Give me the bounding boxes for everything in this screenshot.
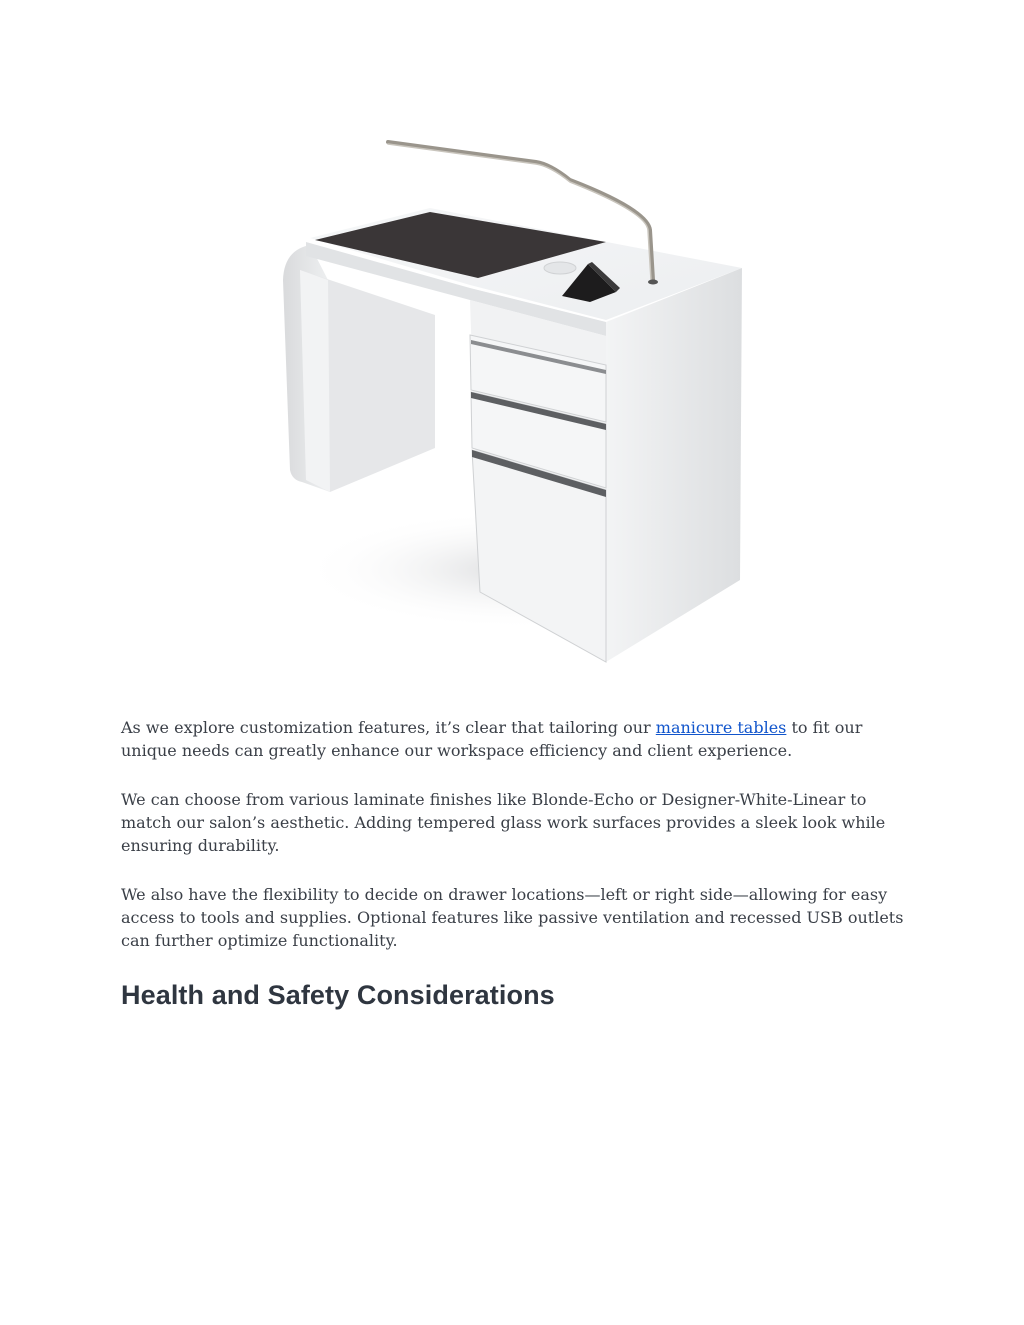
paragraph-drawers: We also have the flexibility to decide on drawer locations—left or right side—allowing for easy access to tools and supplies. Optional features like passive ventilation and recessed USB outlets can further optimize functionality. xyxy=(121,885,904,950)
paragraph-text: to fit our unique needs can greatly enhance our workspace efficiency and client experience. xyxy=(121,718,863,760)
section-heading: Health and Safety Considerations xyxy=(121,980,555,1010)
paragraph-customization xyxy=(121,716,911,762)
paragraph-text: As we explore customization features, it’s clear that tailoring our xyxy=(121,718,656,737)
top-port xyxy=(544,262,576,274)
paragraph-finishes: We can choose from various laminate finishes like Blonde-Echo or Designer-White-Linear to match our salon’s aesthetic. Adding tempered glass work surfaces provides a sleek look while ensuring durability. xyxy=(121,790,886,855)
manicure-tables-link[interactable]: manicure tables xyxy=(655,718,787,737)
manicure-table-image xyxy=(270,130,760,670)
drawer-cabinet-side xyxy=(606,268,742,662)
article-body xyxy=(121,716,911,978)
